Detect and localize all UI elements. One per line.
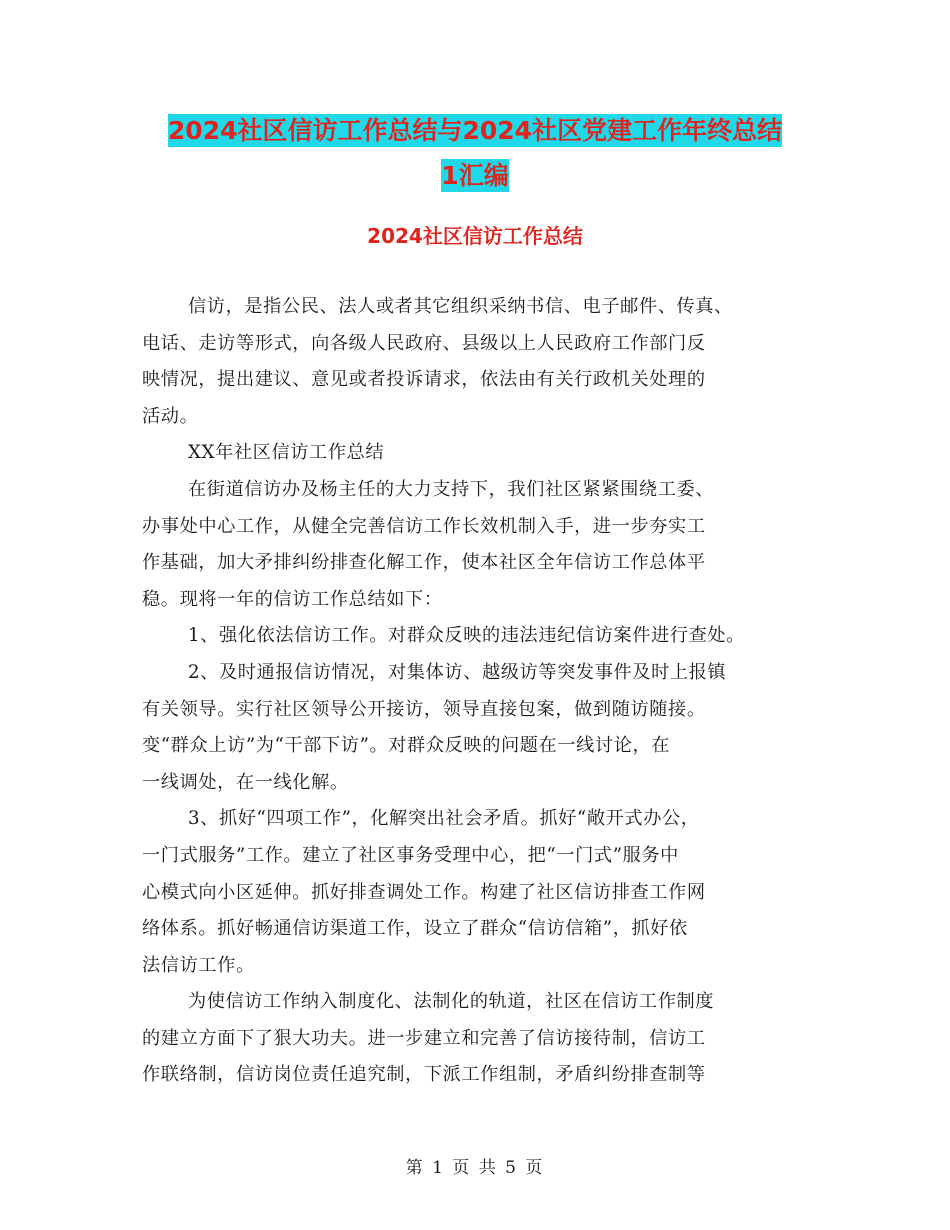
paragraph-line: 信访，是指公民、法人或者其它组织采纳书信、电子邮件、传真、	[188, 296, 733, 317]
document-title-line-1	[0, 110, 950, 152]
title-highlight: 1汇编	[441, 161, 509, 190]
title-highlight: 2024社区信访工作总结与2024社区党建工作年终总结	[167, 116, 783, 145]
paragraph-line: 的建立方面下了狠大功夫。进一步建立和完善了信访接待制，信访工	[142, 1027, 706, 1049]
paragraph-line: 稳。现将一年的信访工作总结如下：	[142, 588, 443, 610]
paragraph-line: 法信访工作。	[142, 954, 255, 976]
document-title-line-2	[0, 155, 950, 197]
paragraph-line: 3、抓好“四项工作”，化解突出社会矛盾。抓好“敞开式办公，	[188, 808, 700, 830]
paragraph-line: 2、及时通报信访情况，对集体访、越级访等突发事件及时上报镇	[188, 661, 727, 683]
paragraph-line: 办事处中心工作，从健全完善信访工作长效机制入手，进一步夯实工	[142, 515, 706, 537]
section-title: 2024社区信访工作总结	[367, 224, 583, 248]
paragraph-line: 心模式向小区延伸。抓好排查调处工作。构建了社区信访排查工作网	[142, 881, 706, 903]
paragraph-line: 变“群众上访”为“干部下访”。对群众反映的问题在一线讨论，在	[142, 735, 671, 757]
paragraph-line: 1、强化依法信访工作。对群众反映的违法违纪信访案件进行查处。	[188, 625, 746, 647]
document-body	[142, 289, 822, 1094]
paragraph-line: 一线调处，在一线化解。	[142, 771, 349, 793]
paragraph-line: XX年社区信访工作总结	[188, 442, 385, 464]
paragraph-line: 络体系。抓好畅通信访渠道工作，设立了群众“信访信箱”，抓好依	[142, 918, 688, 940]
paragraph-line: 作基础，加大矛排纠纷排查化解工作，使本社区全年信访工作总体平	[142, 552, 706, 574]
paragraph-line: 映情况，提出建议、意见或者投诉请求，依法由有关行政机关处理的	[142, 369, 706, 391]
paragraph-line: 在街道信访办及杨主任的大力支持下，我们社区紧紧围绕工委、	[188, 478, 715, 500]
paragraph-line: 一门式服务”工作。建立了社区事务受理中心，把“一门式”服务中	[142, 844, 679, 866]
paragraph-line: 作联络制，信访岗位责任追究制，下派工作组制，矛盾纠纷排查制等	[142, 1064, 706, 1086]
paragraph-line: 电话、走访等形式，向各级人民政府、县级以上人民政府工作部门反	[142, 332, 706, 354]
paragraph-line: 有关领导。实行社区领导公开接访，领导直接包案，做到随访随接。	[142, 698, 706, 720]
paragraph-line: 活动。	[142, 405, 199, 427]
page-footer: 第 1 页 共 5 页	[405, 1158, 545, 1178]
paragraph-line: 为使信访工作纳入制度化、法制化的轨道，社区在信访工作制度	[188, 991, 715, 1013]
